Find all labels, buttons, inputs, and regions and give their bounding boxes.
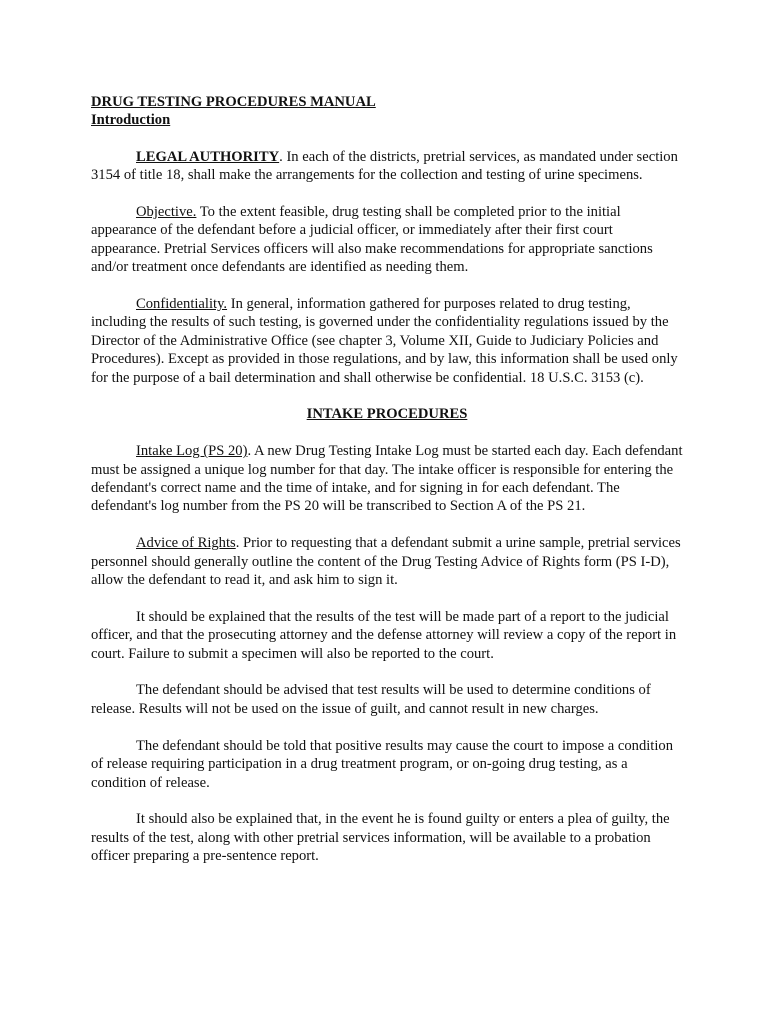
advice-of-rights-text: . Prior to requesting that a defendant submit a urine sample, pretrial services personnel should generally outline the content of the Drug Testing Advice of Rights form (PS I-D), allow the defendant to read it, and ask him to sign it. (91, 535, 681, 589)
conditions-paragraph: The defendant should be advised that test results will be used to determine conditions of release. Results will not be used on the issue of guilt, and cannot result in new charges. (91, 682, 651, 717)
confidentiality-paragraph (91, 295, 683, 387)
advice-of-rights-lead: Advice of Rights (136, 535, 236, 552)
objective-lead: Objective. (136, 204, 197, 221)
confidentiality-text: In general, information gathered for purposes related to drug testing, including the results of such testing, is governed under the confidentiality regulations issued by the Director of the Administrative Office (see chapter 3, Volume XII, Guide to Judiciary Policies and Procedures). Except as provided in those regulations, and by law, this information shall be used only for the purpose of a bail determination and shall otherwise be confidential. 18 U.S.C. 3153 (c). (91, 296, 678, 386)
document-title: DRUG TESTING PROCEDURES MANUAL (91, 94, 376, 110)
confidentiality-lead: Confidentiality. (136, 296, 228, 313)
intake-log-text: . A new Drug Testing Intake Log must be started each day. Each defendant must be assigned a unique log number for that day. The intake officer is responsible for entering the defendant's correct name and the time of intake, and for signing in for each defendant. The defendant's log number from the PS 20 will be transcribed to Section A of the PS 21. (91, 443, 683, 515)
document-page (91, 93, 683, 884)
results-report-paragraph: It should be explained that the results of the test will be made part of a report to the judicial officer, and that the prosecuting attorney and the defense attorney will review a copy of the report in court. Failure to submit a specimen will also be reported to the court. (91, 608, 677, 662)
advice-of-rights-paragraph (91, 534, 683, 589)
presentence-paragraph: It should also be explained that, in the event he is found guilty or enters a plea of guilty, the results of the test, along with other pretrial services information, will be available to a probation officer preparing a pre-sentence report. (91, 811, 670, 865)
legal-authority-text: In each of the districts, pretrial services, as mandated under section 3154 of title 18, shall make the arrangements for the collection and testing of urine specimens. (91, 148, 678, 184)
legal-authority-paragraph (91, 148, 683, 185)
positive-results-paragraph: The defendant should be told that positive results may cause the court to impose a condition of release requiring participation in a drug treatment program, or on-going drug testing, as a condition of release. (91, 737, 674, 791)
objective-paragraph (91, 203, 683, 277)
intake-log-lead: Intake Log (PS 20) (136, 443, 248, 460)
introduction-heading: Introduction (91, 112, 171, 129)
intake-procedures-heading: INTAKE PROCEDURES (306, 406, 468, 423)
intake-log-paragraph (91, 442, 683, 516)
objective-text: To the extent feasible, drug testing shall be completed prior to the initial appearance of the defendant before a judicial officer, or immediately after their first court appearance. Pretrial Services officers will also make recommendations for appropriate sanctions and/or treatment once defendants are identified as needing them. (91, 204, 653, 276)
legal-authority-lead-punct: . (279, 148, 283, 165)
legal-authority-lead: LEGAL AUTHORITY (136, 148, 280, 165)
